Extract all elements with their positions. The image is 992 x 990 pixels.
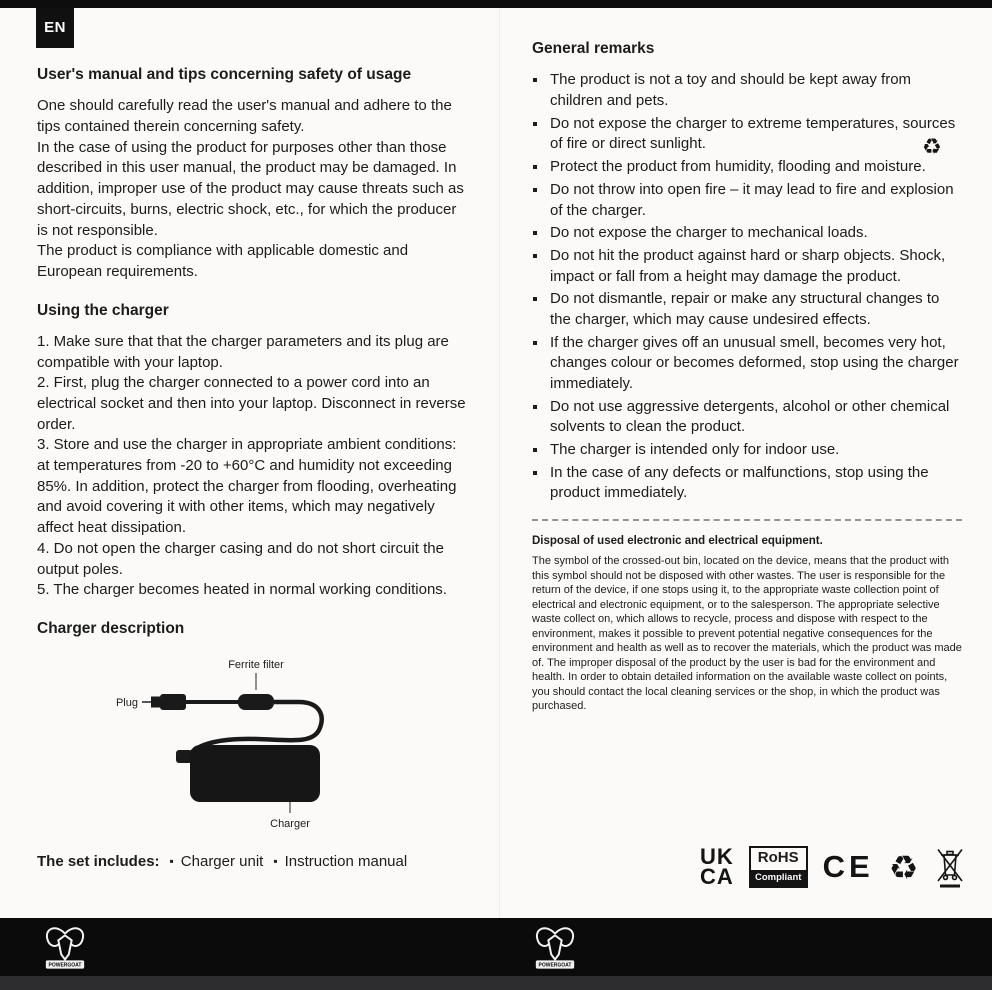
remark-item: ▪ The product is not a toy and should be kept away from children and pets. xyxy=(548,70,962,111)
safety-paragraph: In the case of using the product for purposes other than those described in this user manual, the product may be damaged. In addition, improper use of the product may cause threats such as short-circuits, burns, electric shock, etc., for which the producer is not responsible. xyxy=(37,138,464,239)
top-edge-strip xyxy=(0,0,992,8)
rohs-mark-compliant: Compliant xyxy=(751,870,806,886)
safety-paragraph: One should carefully read the user's manual and adhere to the tips contained therein concerning safety. xyxy=(37,97,452,136)
left-column xyxy=(37,64,470,873)
plug-barrel-icon xyxy=(160,694,186,710)
remark-item: ▪ Protect the product from humidity, flooding and moisture. xyxy=(548,157,962,178)
powergoat-logo xyxy=(40,921,90,973)
charger-brick-icon xyxy=(190,745,320,802)
charger-diagram xyxy=(93,650,513,842)
recycle-icon-small: ♻ xyxy=(922,134,942,159)
remark-item: ▪ Do not dismantle, repair or make any structural changes to the charger, which may cause undesired effects. xyxy=(548,289,962,330)
set-item: ▪ Instruction manual xyxy=(263,853,407,870)
ukca-mark-bottom: CA xyxy=(700,864,734,889)
ukca-mark xyxy=(700,843,734,889)
ce-mark: CE xyxy=(822,848,874,884)
rohs-mark xyxy=(749,846,808,888)
using-step: 4. Do not open the charger casing and do not short circuit the output poles. xyxy=(37,539,444,578)
remark-item: ▪ If the charger gives off an unusual smell, becomes very hot, changes colour or becomes deformed, stop using the charger immediately. xyxy=(548,333,962,395)
dashed-divider xyxy=(532,519,962,521)
safety-paragraphs xyxy=(37,96,470,282)
using-step: 5. The charger becomes heated in normal working conditions. xyxy=(37,581,447,599)
charger-label: Charger xyxy=(270,818,310,831)
remark-item: ▪ Do not throw into open fire – it may lead to fire and explosion of the charger. xyxy=(548,180,962,221)
bottom-edge-strip xyxy=(0,976,992,990)
heading-using-charger: Using the charger xyxy=(37,301,169,319)
remark-item: ▪ Do not use aggressive detergents, alcohol or other chemical solvents to clean the product. xyxy=(548,397,962,438)
remark-item: ▪ Do not expose the charger to extreme temperatures, sources of fire or direct sunlight. xyxy=(548,114,962,155)
recycle-icon: ♻ xyxy=(888,848,919,886)
heading-general-remarks: General remarks xyxy=(532,40,655,57)
ferrite-filter-icon xyxy=(238,694,274,710)
disposal-body: The symbol of the crossed-out bin, located on the device, means that the product with this symbol should not be disposed with other wastes. The user is responsible for the return of the device, if one stops using it, to the appropriate waste collection point of electrical and electronic equipment, or to the salesperson. The appropriate selective waste collect on, which allows to recycle, process and dispose with respect to the environment, makes it possible to prevent potential negative consequences for the environment and health as well as to recover the materials, which the product was made of. The improper disposal of the product by the user is bad for the environment and health. In order to obtain detailed information on the available waste collect on points, you should contact the local cleaning services or the shop, in which the product was purchased. xyxy=(532,555,962,713)
ferrite-filter-label: Ferrite filter xyxy=(228,659,284,672)
right-column xyxy=(532,38,962,714)
powergoat-logo xyxy=(530,921,580,973)
footer-bar xyxy=(0,918,992,976)
plug-connector-icon xyxy=(151,697,160,708)
remark-item: ▪ Do not hit the product against hard or sharp objects. Shock, impact or fall from a height may damage the product. xyxy=(548,246,962,287)
remark-item: ▪ Do not expose the charger to mechanical loads. xyxy=(548,223,962,244)
crossed-out-bin-icon xyxy=(933,845,967,889)
remark-item: ▪ In the case of any defects or malfunctions, stop using the product immediately. xyxy=(548,463,962,504)
using-step: 1. Make sure that that the charger parameters and its plug are compatible with your laptop. xyxy=(37,332,449,371)
strain-relief xyxy=(176,750,192,763)
ukca-mark-top: UK xyxy=(700,843,734,869)
powergoat-logo-text: POWERGOAT xyxy=(538,962,572,969)
using-step: 2. First, plug the charger connected to a power cord into an electrical socket and then into your laptop. Disconnect in reverse order. xyxy=(37,374,466,433)
heading-charger-description: Charger description xyxy=(37,619,185,637)
general-remarks-list xyxy=(532,70,962,504)
powergoat-logo-text: POWERGOAT xyxy=(48,962,82,969)
language-badge: EN xyxy=(36,8,74,48)
rohs-mark-label: RoHS xyxy=(757,849,799,867)
safety-paragraph: The product is compliance with applicable domestic and European requirements. xyxy=(37,242,409,280)
remark-item: ▪ The charger is intended only for indoor use. xyxy=(548,440,962,461)
set-includes-line xyxy=(37,852,470,873)
using-step: 3. Store and use the charger in appropriate ambient conditions: at temperatures from -20 to +60°C and humidity not exceeding 85%. In addition, protect the charger from flooding, overheating and avoid covering it with other items, which may negatively affect heat dissipation. xyxy=(37,436,457,537)
set-item: ▪ Charger unit xyxy=(160,853,264,870)
heading-safety: User's manual and tips concerning safety of usage xyxy=(37,66,412,83)
set-includes-label: The set includes: xyxy=(37,853,160,871)
plug-label: Plug xyxy=(115,697,138,710)
disposal-heading: Disposal of used electronic and electrical equipment. xyxy=(532,535,823,548)
using-steps xyxy=(37,332,470,601)
certification-logos xyxy=(700,845,967,889)
